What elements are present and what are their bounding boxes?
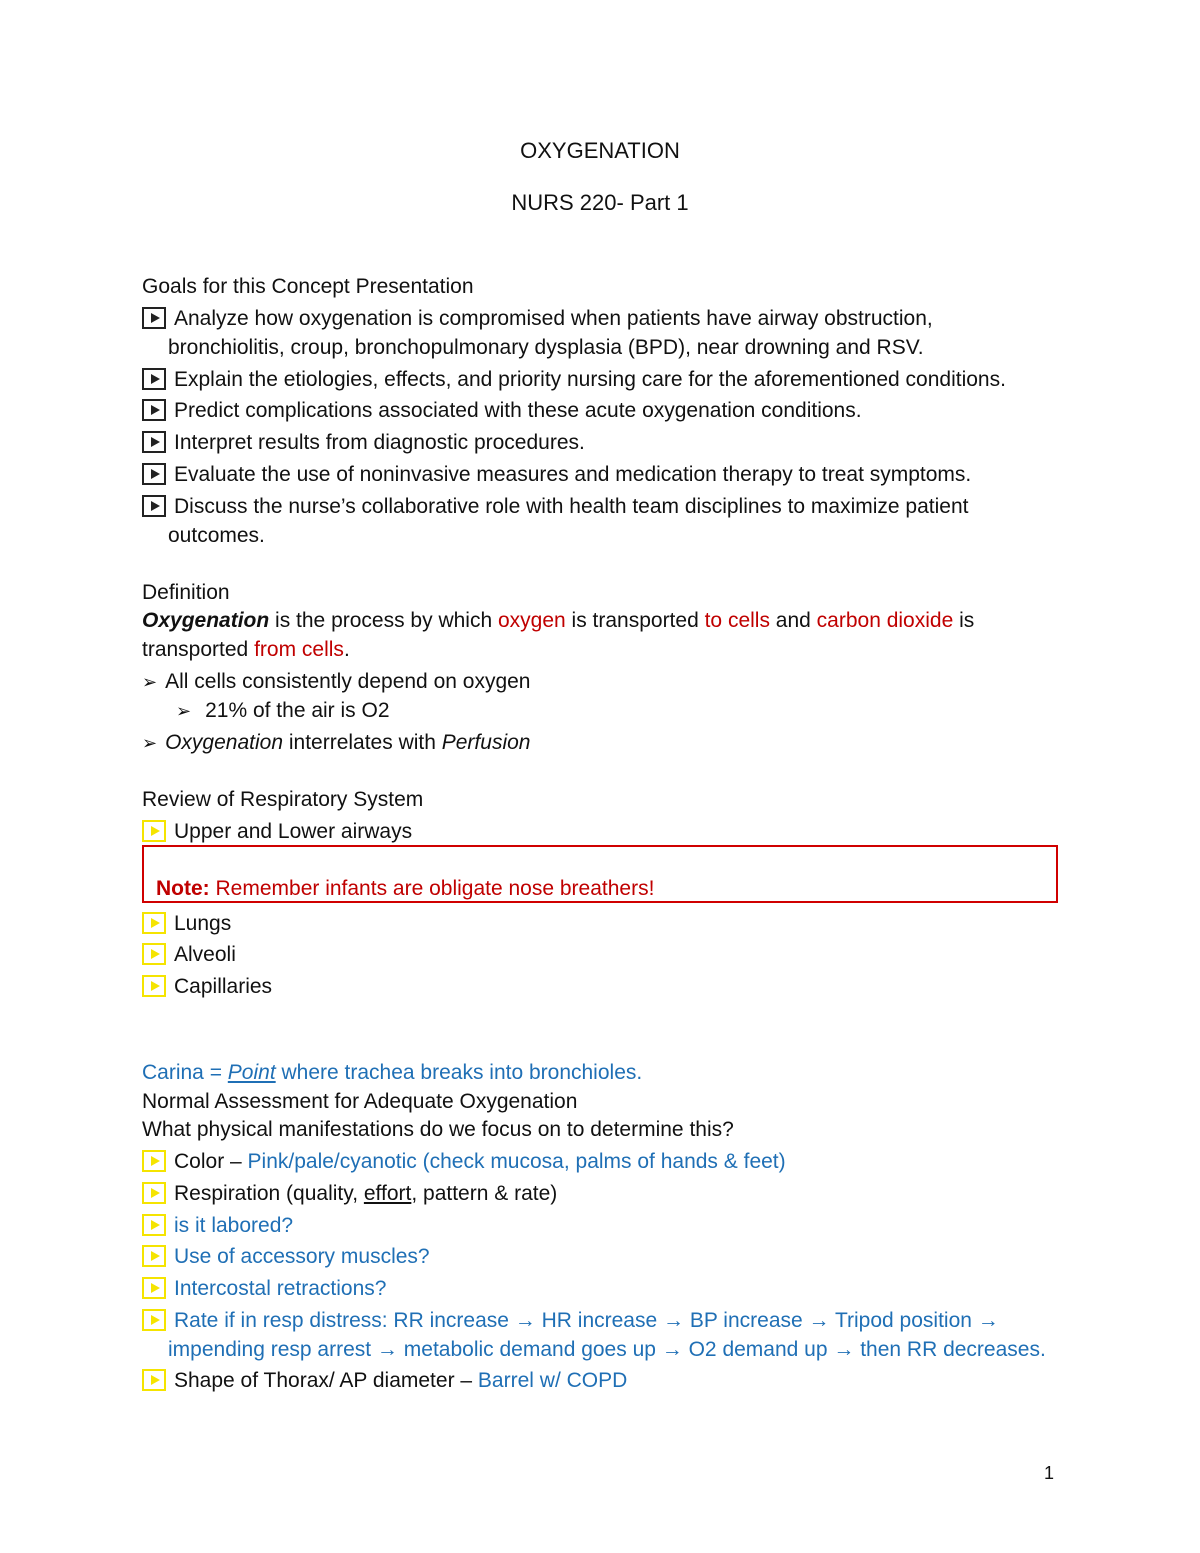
definition-bullet: ➢ All cells consistently depend on oxygen bbox=[142, 669, 530, 696]
goal-item: Explain the etiologies, effects, and priority nursing care for the aforementioned conditions. bbox=[142, 367, 1006, 393]
goal-item: Predict complications associated with these acute oxygenation conditions. bbox=[142, 398, 862, 424]
arrowhead-bullet-icon: ➢ bbox=[176, 701, 192, 722]
definition-text: Oxygenation is the process by which oxygen is transported to cells and carbon dioxide is bbox=[142, 609, 975, 632]
page-subtitle: NURS 220- Part 1 bbox=[511, 190, 689, 215]
review-item: Upper and Lower airways bbox=[142, 819, 412, 845]
assessment-item: Use of accessory muscles? bbox=[142, 1244, 430, 1270]
review-item: Lungs bbox=[142, 911, 231, 937]
play-box-icon bbox=[142, 368, 166, 390]
definition-sub-bullet: ➢ 21% of the air is O2 bbox=[176, 698, 390, 725]
play-box-icon bbox=[142, 943, 166, 965]
goals-heading: Goals for this Concept Presentation bbox=[142, 275, 474, 298]
play-box-icon bbox=[142, 495, 166, 517]
assessment-question: What physical manifestations do we focus on to determine this? bbox=[142, 1118, 734, 1141]
play-box-icon bbox=[142, 820, 166, 842]
arrowhead-bullet-icon: ➢ bbox=[142, 733, 158, 754]
play-box-icon bbox=[142, 399, 166, 421]
play-box-icon bbox=[142, 1150, 166, 1172]
play-box-icon bbox=[142, 307, 166, 329]
play-box-icon bbox=[142, 975, 166, 997]
assessment-heading: Normal Assessment for Adequate Oxygenation bbox=[142, 1090, 578, 1113]
assessment-item: Respiration (quality, effort, pattern & rate) bbox=[142, 1181, 557, 1207]
play-box-icon bbox=[142, 463, 166, 485]
assessment-item: Rate if in resp distress: RR increase → HR increase → BP increase → Tripod position → bbox=[142, 1308, 999, 1334]
goal-item: Evaluate the use of noninvasive measures and medication therapy to treat symptoms. bbox=[142, 462, 971, 488]
arrowhead-bullet-icon: ➢ bbox=[142, 672, 158, 693]
definition-text-continued: transported from cells. bbox=[142, 638, 350, 661]
assessment-item: Shape of Thorax/ AP diameter – Barrel w/ COPD bbox=[142, 1368, 627, 1394]
note-text: Note: Remember infants are obligate nose breathers! bbox=[156, 877, 655, 900]
assessment-item: is it labored? bbox=[142, 1213, 293, 1239]
page-title: OXYGENATION bbox=[520, 138, 680, 163]
review-heading: Review of Respiratory System bbox=[142, 788, 424, 811]
play-box-icon bbox=[142, 1245, 166, 1267]
definition-heading: Definition bbox=[142, 581, 230, 604]
assessment-item: Color – Pink/pale/cyanotic (check mucosa, palms of hands & feet) bbox=[142, 1149, 786, 1175]
review-item: Alveoli bbox=[142, 942, 236, 968]
play-box-icon bbox=[142, 1182, 166, 1204]
play-box-icon bbox=[142, 1309, 166, 1331]
play-box-icon bbox=[142, 912, 166, 934]
goal-item: Interpret results from diagnostic procedures. bbox=[142, 430, 585, 456]
definition-bullet: ➢ Oxygenation interrelates with Perfusion bbox=[142, 730, 530, 757]
page-number: 1 bbox=[1044, 1463, 1055, 1483]
goal-item-continued: bronchiolitis, croup, bronchopulmonary dysplasia (BPD), near drowning and RSV. bbox=[168, 336, 924, 359]
goal-item: Analyze how oxygenation is compromised when patients have airway obstruction, bbox=[142, 306, 933, 332]
goal-item: Discuss the nurse’s collaborative role with health team disciplines to maximize patient bbox=[142, 494, 968, 520]
carina-definition: Carina = Point where trachea breaks into bronchioles. bbox=[142, 1061, 643, 1084]
play-box-icon bbox=[142, 1277, 166, 1299]
play-box-icon bbox=[142, 1369, 166, 1391]
play-box-icon bbox=[142, 1214, 166, 1236]
assessment-item: Intercostal retractions? bbox=[142, 1276, 386, 1302]
play-box-icon bbox=[142, 431, 166, 453]
assessment-item-continued: impending resp arrest → metabolic demand goes up → O2 demand up → then RR decreases. bbox=[168, 1338, 1046, 1361]
review-item: Capillaries bbox=[142, 974, 272, 1000]
goal-item-continued: outcomes. bbox=[168, 524, 265, 547]
